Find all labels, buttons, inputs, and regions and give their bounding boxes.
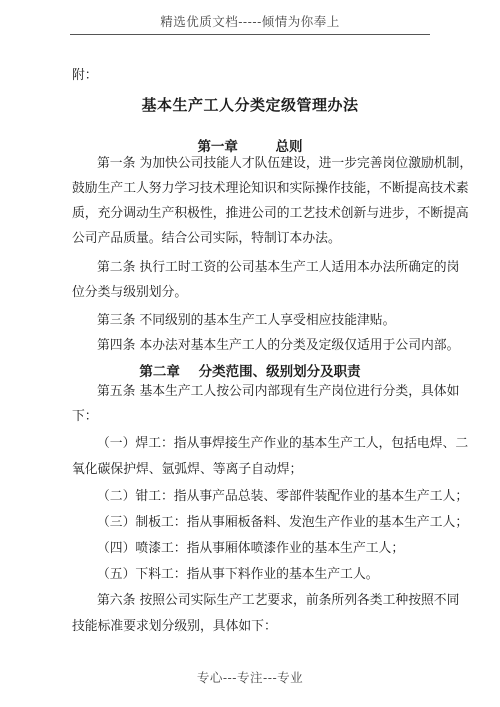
article-5-line-2: 下：: [72, 409, 98, 424]
chapter-2-heading: 第二章 分类范围、级别划分及职责: [139, 364, 361, 380]
article-1-line-4: 公司产品质量。结合公司实际，特制订本办法。: [72, 231, 341, 246]
article-2-line-1: 第二条 执行工时工资的公司基本生产工人适用本办法所确定的岗: [97, 260, 460, 275]
header-divider: [70, 34, 430, 35]
item-2: （二）钳工：指从事产品总装、零部件装配作业的基本生产工人；: [97, 489, 469, 504]
article-6-line-1: 第六条 按照公司实际生产工艺要求，前条所列各类工种按照不同: [97, 593, 460, 608]
attachment-label: 附：: [72, 68, 98, 83]
page-header: 精选优质文档-----倾情为你奉上: [160, 14, 340, 29]
article-6-line-2: 技能标准要求划分级别，具体如下：: [72, 619, 277, 634]
article-4: 第四条 本办法对基本生产工人的分类及定级仅适用于公司内部。: [97, 338, 460, 353]
chapter-1-heading: 第一章 总则: [197, 139, 303, 155]
article-5-line-1: 第五条 基本生产工人按公司内部现有生产岗位进行分类，具体如: [97, 384, 460, 399]
item-3: （三）制板工：指从事厢板备料、发泡生产作业的基本生产工人；: [97, 515, 469, 530]
article-2-line-2: 位分类与级别划分。: [72, 285, 188, 300]
article-3: 第三条 不同级别的基本生产工人享受相应技能津贴。: [97, 313, 396, 328]
document-title: 基本生产工人分类定级管理办法: [141, 96, 359, 114]
item-1-line-2: 氧化碳保护焊、氩弧焊、等离子自动焊；: [72, 462, 303, 477]
article-1-line-2: 鼓励生产工人努力学习技术理论知识和实际操作技能，不断提高技术素: [72, 181, 469, 196]
article-1-line-3: 质，充分调动生产积极性，推进公司的工艺技术创新与进步，不断提高: [72, 206, 469, 221]
article-1-line-1: 第一条 为加快公司技能人才队伍建设，进一步完善岗位激励机制，: [97, 156, 473, 171]
item-4: （四）喷漆工：指从事厢体喷漆作业的基本生产工人；: [97, 541, 405, 556]
item-1-line-1: （一）焊工：指从事焊接生产作业的基本生产工人，包括电焊、二: [97, 436, 469, 451]
item-5: （五）下料工：指从事下料作业的基本生产工人。: [97, 567, 379, 582]
page-footer: 专心---专注---专业: [196, 670, 304, 685]
